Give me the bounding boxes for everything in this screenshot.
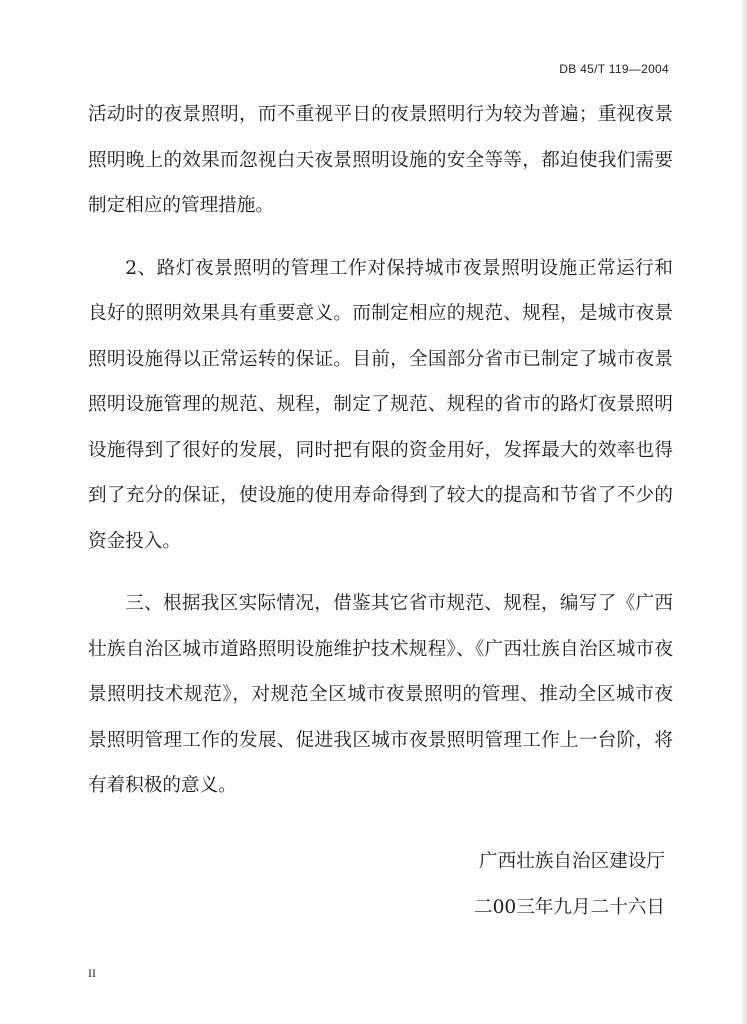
document-code: DB 45/T 119—2004 <box>559 62 669 76</box>
paragraph-1: 活动时的夜景照明，而不重视平日的夜景照明行为较为普遍；重视夜景照明晚上的效果而忽视白天夜景照明设施的安全等等，都迫使我们需要制定相应的管理措施。 <box>88 104 673 216</box>
paragraph-3: 三、根据我区实际情况，借鉴其它省市规范、规程，编写了《广西壮族自治区城市道路照明设施维护技术规程》、《广西壮族自治区城市夜景照明技术规范》，对规范全区城市夜景照明的管理、推动全区城市夜景照明管理工作的发展、促进我区城市夜景照明管理工作上一台阶，将有着积极的意义。 <box>88 593 673 796</box>
page-edge-shadow <box>741 0 747 1024</box>
signature-organization: 广西壮族自治区建设厅 <box>479 851 665 872</box>
body-text <box>88 92 673 809</box>
signature-date: 二00三年九月二十六日 <box>473 897 665 918</box>
page-number: II <box>88 966 96 980</box>
paragraph-2: 2、路灯夜景照明的管理工作对保持城市夜景照明设施正常运行和良好的照明效果具有重要意义。而制定相应的规范、规程，是城市夜景照明设施得以正常运转的保证。目前，全国部分省市已制定了城市夜景照明设施管理的规范、规程，制定了规范、规程的省市的路灯夜景照明设施得到了很好的发展，同时把有限的资金用好，发挥最大的效率也得到了充分的保证，使设施的使用寿命得到了较大的提高和节省了不少的资金投入。 <box>88 257 673 552</box>
